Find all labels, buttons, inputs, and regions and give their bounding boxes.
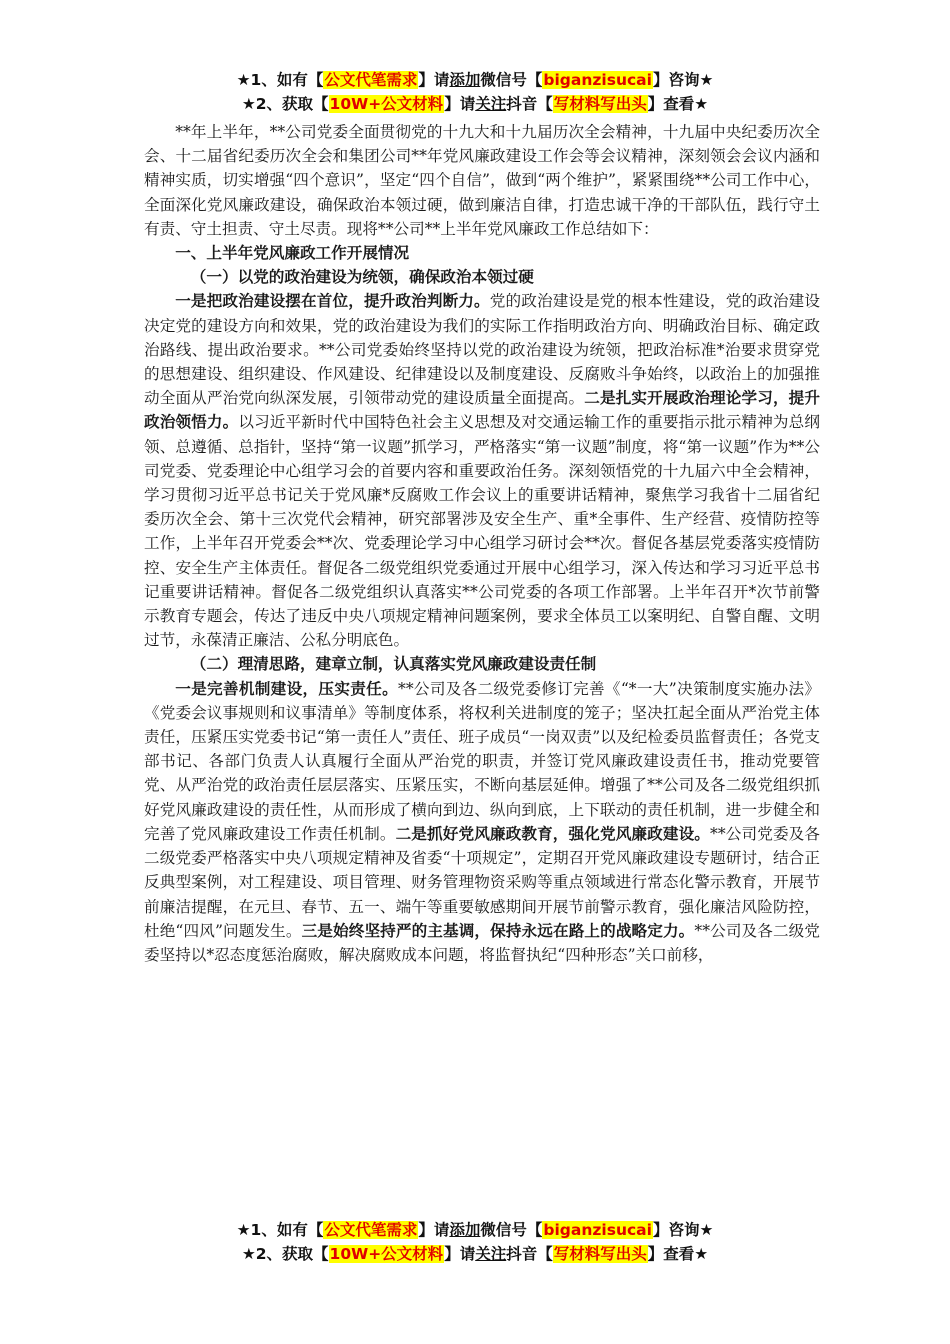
paragraph-lead: 二是抓好党风廉政教育，强化党风廉政建设。	[395, 823, 711, 843]
promo-douyin-id: 写材料写出头	[553, 1245, 647, 1263]
subsection-heading-2: （二）理清思路，建章立制，认真落实党风廉政建设责任制	[190, 654, 597, 674]
promo-line-2: ★2、获取【10W+公文材料】请关注抖音【写材料写出头】查看★	[241, 95, 709, 113]
promo-highlight: 10W+公文材料	[329, 95, 444, 113]
paragraph-political-building: 一是把政治建设摆在首位，提升政治判断力。党的政治建设是党的根本性建设，党的政治建设决定党的建设方向和效果，党的政治建设为我们的实际工作指明政治方向、明确政治目标、确定政治路线、提出政治要求。**公司党委始终坚持以党的政治建设为统领，把政治标准*治要求贯穿党的思想建设、组织建设、作风建设、纪律建设以及制度建设、反腐败斗争始终，以政治上的加强推动全面从严治党向纵深发展，引领带动党的建设质量全面提高。二是扎实开展政治理论学习，提升政治领悟力。以习近平新时代中国特色社会主义思想及对交通运输工作的重要指示批示精神为总纲领、总遵循、总指针，坚持“第一议题”抓学习，严格落实“第一议题”制度，将“第一议题”作为**公司党委、党委理论中心组学习会的首要内容和重要政治任务。深刻领悟党的十九届六中全会精神，学习贯彻习近平总书记关于党风廉*反腐败工作会议上的重要讲话精神，聚焦学习我省十二届省纪委历次全会、第十三次党代会精神，研究部署涉及安全生产、重*全事件、生产经营、疫情防控等工作，上半年召开党委会**次、党委理论学习中心组学习研讨会**次。督促各基层党委落实疫情防控、安全生产主体责任。督促各二级党组织党委通过开展中心组学习，深入传达和学习习近平总书记重要讲话精神。督促各二级党组织认真落实**公司党委的各项工作部署。上半年召开*次节前警示教育专题会，传达了违反中央八项规定精神问题案例，要求全体员工以案明纪、自警自醒、文明过节，永葆清正廉洁、公私分明底色。	[144, 291, 820, 650]
promo-highlight: 公文代笔需求	[324, 71, 418, 89]
section-heading: 一、上半年党风廉政工作开展情况	[175, 243, 410, 263]
paragraph-lead: 一是把政治建设摆在首位，提升政治判断力。	[175, 291, 490, 311]
promo-highlight: 10W+公文材料	[329, 1245, 444, 1263]
promo-douyin-id: 写材料写出头	[553, 95, 647, 113]
subsection-heading-1: （一）以党的政治建设为统领，确保政治本领过硬	[190, 267, 534, 287]
paragraph-lead: 二是扎实开展政治理论学习，提升政治领悟力。	[144, 388, 820, 432]
document-body	[144, 120, 820, 967]
promo-highlight: 公文代笔需求	[324, 1221, 418, 1239]
promo-line-1-footer: ★1、如有【公文代笔需求】请添加微信号【biganzisucai】咨询★	[236, 1221, 714, 1239]
promo-wechat-id: biganzisucai	[543, 71, 652, 89]
promo-wechat-id: biganzisucai	[543, 1221, 652, 1239]
paragraph-lead: 一是完善机制建设，压实责任。	[175, 678, 399, 698]
promo-line-1: ★1、如有【公文代笔需求】请添加微信号【biganzisucai】咨询★	[236, 71, 714, 89]
paragraph-lead: 三是始终坚持严的主基调，保持永远在路上的战略定力。	[301, 920, 695, 940]
paragraph-mechanism: 一是完善机制建设，压实责任。**公司及各二级党委修订完善《“*一大”决策制度实施办法》《党委会议事规则和议事清单》等制度体系，将权利关进制度的笼子；坚决扛起全面从严治党主体责任，压紧压实党委书记“第一责任人”责任、班子成员“一岗双责”以及纪检委员监督责任；各党支部书记、各部门负责人认真履行全面从严治党的职责，并签订党风廉政建设责任书，推动党要管党、从严治党的政治责任层层落实、压紧压实，不断向基层延伸。增强了**公司及各二级党组织抓好党风廉政建设的责任性，从而形成了横向到边、纵向到底，上下联动的责任机制，进一步健全和完善了党风廉政建设工作责任机制。二是抓好党风廉政教育，强化党风廉政建设。**公司党委及各二级党委严格落实中央八项规定精神及省委“十项规定”，定期召开党风廉政建设专题研讨，结合正反典型案例，对工程建设、项目管理、财务管理物资采购等重点领域进行常态化警示教育，开展节前廉洁提醒，在元旦、春节、五一、端午等重要敏感期间开展节前警示教育，强化廉洁风险防控，杜绝“四风”问题发生。三是始终坚持严的主基调，保持永远在路上的战略定力。**公司及各二级党委坚持以*忍态度惩治腐败，解决腐败成本问题，将监督执纪“四种形态”关口前移，	[144, 678, 820, 964]
intro-paragraph: **年上半年，**公司党委全面贯彻党的十九大和十九届历次全会精神，十九届中央纪委历次全会、十二届省纪委历次全会和集团公司**年党风廉政建设工作会等会议精神，深刻领会会议内涵和精神实质，切实增强“四个意识”，坚定“四个自信”，做到“两个维护”，紧紧围绕**公司工作中心，全面深化党风廉政建设，确保政治本领过硬，做到廉洁自律，打造忠诚干净的干部队伍，践行守土有责、守土担责、守土尽责。现将**公司**上半年党风廉政工作总结如下：	[144, 123, 820, 238]
promo-line-2-footer: ★2、获取【10W+公文材料】请关注抖音【写材料写出头】查看★	[241, 1245, 709, 1263]
